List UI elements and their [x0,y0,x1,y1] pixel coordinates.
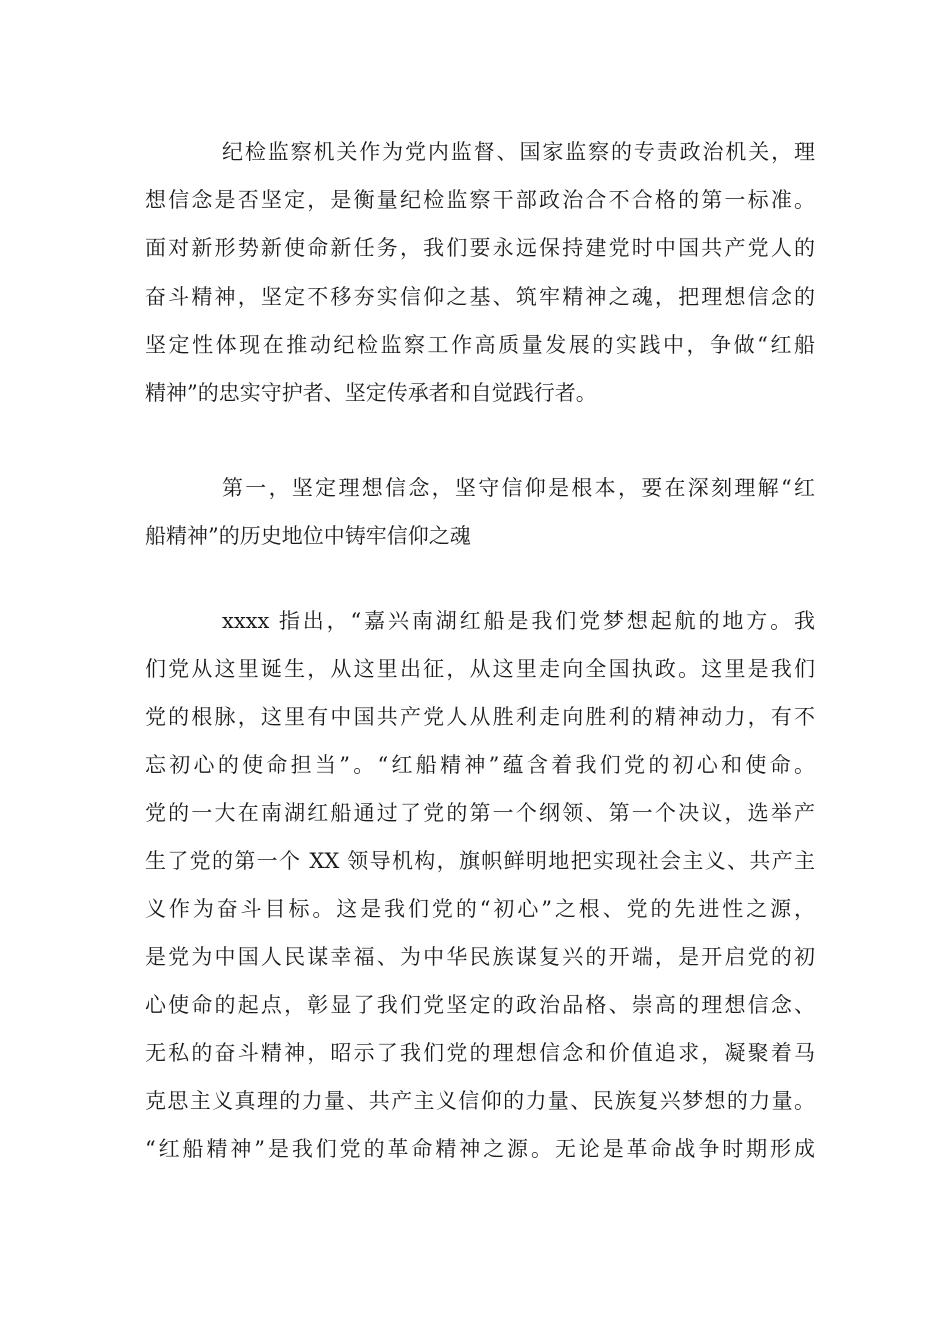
paragraph-body-line: 克思主义真理的力量、共产主义信仰的力量、民族复兴梦想的力量。 [145,1089,815,1113]
paragraph-intro-line: 精神”的忠实守护者、坚定传承者和自觉践行者。 [145,381,597,405]
paragraph-body-line: 心使命的起点，彰显了我们党坚定的政治品格、崇高的理想信念、 [145,993,815,1017]
paragraph-body-line: 无私的奋斗精神，昭示了我们党的理想信念和价值追求，凝聚着马 [145,1041,815,1065]
section-heading-line: 第一，坚定理想信念，坚守信仰是根本，要在深刻理解“红 [222,476,815,500]
paragraph-intro-line: 纪检监察机关作为党内监督、国家监察的专责政治机关，理 [222,140,815,164]
paragraph-body-line: xxxx 指出，“嘉兴南湖红船是我们党梦想起航的地方。我 [222,609,815,633]
paragraph-intro-line: 坚定性体现在推动纪检监察工作高质量发展的实践中，争做“红船 [145,333,815,357]
paragraph-intro-line: 面对新形势新使命新任务，我们要永远保持建党时中国共产党人的 [145,236,815,260]
paragraph-body-line: “红船精神”是我们党的革命精神之源。无论是革命战争时期形成 [145,1137,815,1161]
paragraph-body-line: 义作为奋斗目标。这是我们党的“初心”之根、党的先进性之源， [145,897,815,921]
paragraph-body-line: 党的一大在南湖红船通过了党的第一个纲领、第一个决议，选举产 [145,801,815,825]
paragraph-body-line: 们党从这里诞生，从这里出征，从这里走向全国执政。这里是我们 [145,657,815,681]
paragraph-body-line: 生了党的第一个 XX 领导机构，旗帜鲜明地把实现社会主义、共产主 [145,849,815,873]
paragraph-intro-line: 想信念是否坚定，是衡量纪检监察干部政治合不合格的第一标准。 [145,188,815,212]
paragraph-intro-line: 奋斗精神，坚定不移夯实信仰之基、筑牢精神之魂，把理想信念的 [145,285,815,309]
paragraph-body-line: 是党为中国人民谋幸福、为中华民族谋复兴的开端，是开启党的初 [145,945,815,969]
paragraph-body-line: 忘初心的使命担当”。“红船精神”蕴含着我们党的初心和使命。 [145,753,815,777]
section-heading-line: 船精神”的历史地位中铸牢信仰之魂 [145,524,471,548]
paragraph-body-line: 党的根脉，这里有中国共产党人从胜利走向胜利的精神动力，有不 [145,705,815,729]
